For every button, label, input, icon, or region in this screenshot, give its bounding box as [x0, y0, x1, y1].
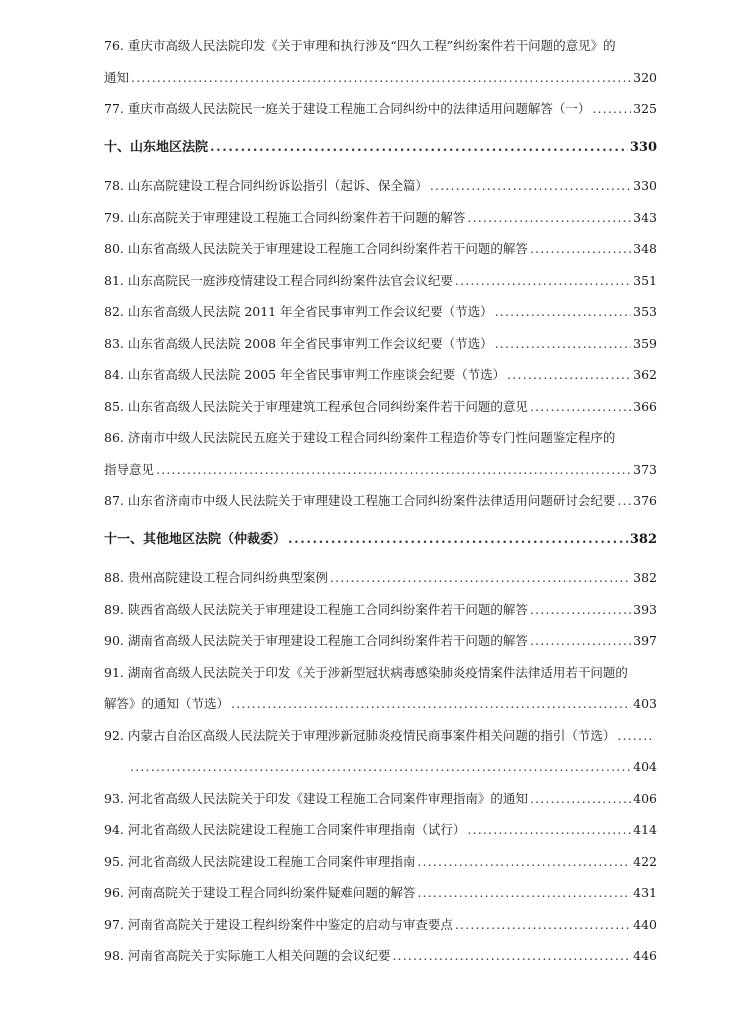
toc-entry[interactable]	[104, 688, 657, 720]
dot-leader	[530, 783, 631, 815]
toc-entry-title: 97. 河南省高院关于建设工程纠纷案件中鉴定的启动与审查要点	[104, 916, 453, 932]
dot-leader	[231, 688, 631, 720]
page-number: 330	[629, 139, 657, 155]
toc-entry-title: 88. 贵州高院建设工程合同纠纷典型案例	[104, 570, 328, 585]
dot-leader	[530, 391, 631, 423]
toc-entry[interactable]	[104, 814, 657, 846]
page-number: 393	[633, 601, 657, 617]
toc-entry[interactable]	[104, 657, 657, 689]
toc-entry-title: 92. 内蒙古自治区高级人民法院关于审理涉新冠肺炎疫情民商事案件相关问题的指引（节选）	[104, 727, 616, 743]
dot-leader	[417, 877, 631, 909]
page-number: 403	[633, 696, 657, 711]
toc-entry-title: 解答》的通知（节选）	[104, 696, 230, 711]
toc-entry-title: 79. 山东高院关于审理建设工程施工合同纠纷案件若干问题的解答	[104, 209, 466, 225]
section-title: 十、山东地区法院	[104, 139, 209, 155]
page-number: 351	[633, 272, 657, 288]
dot-leader	[467, 814, 631, 846]
toc-section-heading[interactable]	[104, 524, 657, 556]
toc-entry[interactable]	[104, 93, 657, 125]
toc-entry-title: 95. 河北省高级人民法院建设工程施工合同案件审理指南	[104, 853, 416, 869]
toc-entry-title: 81. 山东高院民一庭涉疫情建设工程合同纠纷案件法官会议纪要	[104, 272, 453, 288]
toc-entry[interactable]	[104, 594, 657, 626]
dot-leader	[617, 485, 631, 517]
page-number: 366	[633, 398, 657, 414]
toc-entry[interactable]	[104, 328, 657, 360]
dot-leader	[330, 562, 631, 594]
toc-entry-title: 93. 河北省高级人民法院关于印发《建设工程施工合同案件审理指南》的通知	[104, 790, 528, 806]
toc-entry[interactable]	[104, 454, 657, 486]
toc-entry-title: 通知	[104, 69, 130, 85]
section-title: 十一、其他地区法院（仲裁委）	[104, 531, 287, 547]
toc-entry-title: 98. 河南省高院关于实际施工人相关问题的会议纪要	[104, 948, 391, 963]
dot-leader	[455, 909, 631, 941]
page-number: 359	[633, 335, 657, 351]
toc-entry-title: 83. 山东省高级人民法院 2008 年全省民事审判工作会议纪要（节选）	[104, 335, 493, 351]
toc-entry[interactable]	[104, 265, 657, 297]
toc-entry-title: 91. 湖南省高级人民法院关于印发《关于涉新型冠状病毒感染肺炎疫情案件法律适用若干问题的	[104, 664, 628, 680]
dot-leader	[130, 751, 631, 783]
page-number: 446	[633, 948, 657, 963]
toc-entry[interactable]	[104, 625, 657, 657]
table-of-contents	[104, 30, 657, 972]
toc-entry[interactable]	[104, 391, 657, 423]
dot-leader	[495, 296, 632, 328]
toc-entry[interactable]	[104, 485, 657, 517]
page-number: 325	[633, 101, 657, 116]
page-number: 376	[633, 493, 657, 508]
toc-entry-title: 84. 山东省高级人民法院 2005 年全省民事审判工作座谈会纪要（节选）	[104, 367, 506, 382]
toc-entry-title: 78. 山东高院建设工程合同纠纷诉讼指引（起诉、保全篇）	[104, 178, 428, 193]
dot-leader	[495, 328, 632, 360]
page-number: 404	[633, 759, 657, 774]
dot-leader	[131, 62, 631, 94]
toc-section-heading[interactable]	[104, 132, 657, 164]
page-number: 406	[633, 790, 657, 806]
toc-entry[interactable]	[104, 877, 657, 909]
toc-entry-title: 87. 山东省济南市中级人民法院关于审理建设工程施工合同纠纷案件法律适用问题研讨会纪要	[104, 493, 616, 508]
toc-entry-title: 80. 山东省高级人民法院关于审理建设工程施工合同纠纷案件若干问题的解答	[104, 241, 528, 256]
toc-entry-title: 94. 河北省高级人民法院建设工程施工合同案件审理指南（试行）	[104, 822, 466, 837]
dot-leader	[507, 359, 631, 391]
dot-leader	[617, 720, 655, 752]
dot-leader	[417, 846, 631, 878]
toc-entry-title: 90. 湖南省高级人民法院关于审理建设工程施工合同纠纷案件若干问题的解答	[104, 633, 528, 648]
page-number: 431	[633, 885, 657, 900]
toc-entry[interactable]	[104, 202, 657, 234]
toc-entry-title: 86. 济南市中级人民法院民五庭关于建设工程合同纠纷案件工程造价等专门性问题鉴定程序的	[104, 430, 616, 445]
dot-leader	[530, 233, 631, 265]
toc-entry-title: 85. 山东省高级人民法院关于审理建筑工程承包合同纠纷案件若干问题的意见	[104, 398, 528, 414]
toc-entry-title: 77. 重庆市高级人民法院民一庭关于建设工程施工合同纠纷中的法律适用问题解答（一）	[104, 101, 591, 116]
toc-entry[interactable]	[104, 62, 657, 94]
dot-leader	[530, 594, 631, 626]
toc-entry[interactable]	[104, 562, 657, 594]
toc-entry[interactable]	[104, 751, 657, 783]
toc-entry-title: 82. 山东省高级人民法院 2011 年全省民事审判工作会议纪要（节选）	[104, 304, 493, 319]
dot-leader	[467, 202, 631, 234]
toc-entry[interactable]	[104, 909, 657, 941]
toc-entry[interactable]	[104, 30, 657, 62]
page-number: 343	[633, 209, 657, 225]
page-number: 397	[633, 633, 657, 648]
toc-entry[interactable]	[104, 170, 657, 202]
toc-entry[interactable]	[104, 233, 657, 265]
dot-leader	[156, 454, 631, 486]
toc-entry[interactable]	[104, 783, 657, 815]
page-number: 414	[633, 822, 657, 837]
toc-entry[interactable]	[104, 296, 657, 328]
toc-entry[interactable]	[104, 846, 657, 878]
page-number: 330	[633, 178, 657, 193]
page-number: 373	[633, 461, 657, 477]
page-number: 382	[629, 531, 657, 547]
toc-entry[interactable]	[104, 940, 657, 972]
page-number: 362	[633, 367, 657, 382]
toc-entry-title: 指导意见	[104, 461, 155, 477]
toc-entry[interactable]	[104, 720, 657, 752]
page-number: 353	[633, 304, 657, 319]
toc-entry[interactable]	[104, 359, 657, 391]
dot-leader	[455, 265, 631, 297]
toc-entry[interactable]	[104, 422, 657, 454]
dot-leader	[392, 940, 631, 972]
page-number: 382	[633, 570, 657, 585]
dot-leader	[530, 625, 631, 657]
page-number: 348	[633, 241, 657, 256]
dot-leader	[288, 524, 628, 556]
toc-entry-title: 96. 河南高院关于建设工程合同纠纷案件疑难问题的解答	[104, 885, 416, 900]
dot-leader	[592, 93, 631, 125]
dot-leader	[210, 132, 628, 164]
toc-entry-title: 89. 陕西省高级人民法院关于审理建设工程施工合同纠纷案件若干问题的解答	[104, 601, 528, 617]
dot-leader	[430, 170, 631, 202]
page-number: 440	[633, 916, 657, 932]
page-number: 422	[633, 853, 657, 869]
page-number: 320	[633, 69, 657, 85]
toc-entry-title: 76. 重庆市高级人民法院印发《关于审理和执行涉及“四久工程”纠纷案件若干问题的意见》的	[104, 38, 616, 53]
